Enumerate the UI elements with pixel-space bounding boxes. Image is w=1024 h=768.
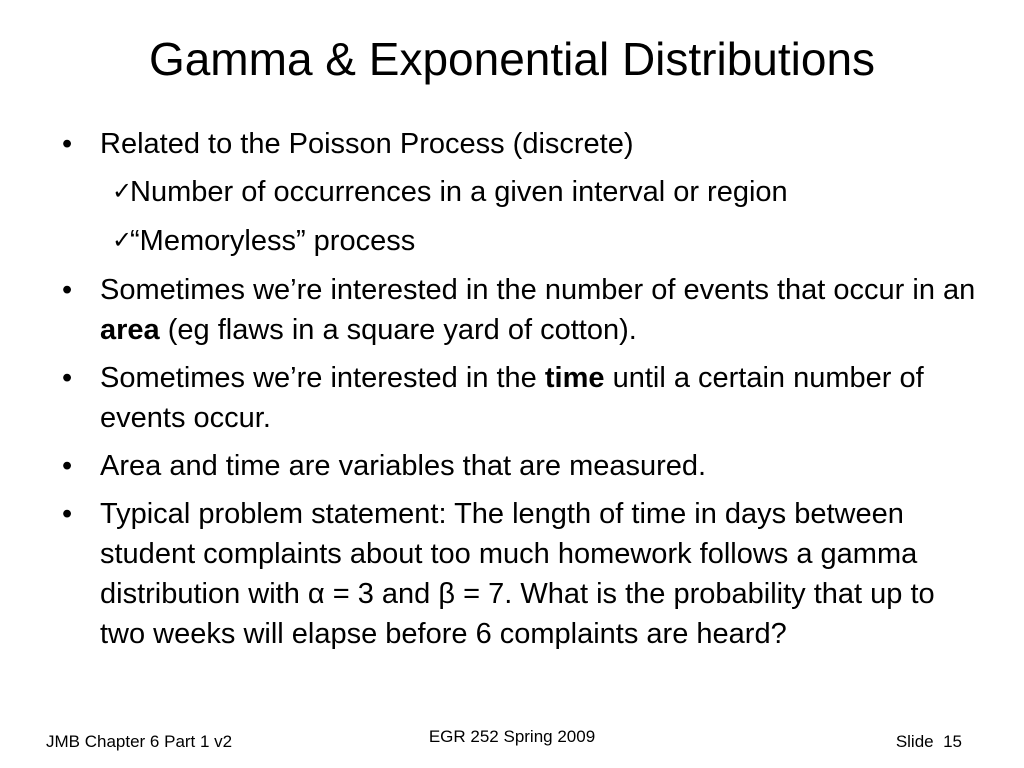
bullet-text-bold: time — [544, 362, 605, 394]
footer-course-label: EGR 252 Spring 2009 — [428, 727, 596, 746]
checkmark-icon: ✓ — [112, 178, 133, 205]
bullet-problem-statement — [60, 494, 980, 654]
bullet-measured-variables — [60, 446, 980, 486]
bullet-text-post: (eg flaws in a square yard of cotton). — [159, 314, 637, 346]
bullet-marker: • — [62, 450, 73, 482]
bullet-text-pre: Sometimes we’re interested in the number of events that occur in an — [100, 274, 976, 306]
bullet-poisson-process — [60, 124, 980, 164]
bullet-area — [60, 270, 980, 350]
bullet-text: Area and time are variables that are measured. — [100, 450, 707, 482]
bullet-marker: • — [62, 274, 73, 306]
subbullet-text: “Memoryless” process — [130, 225, 416, 257]
bullet-text: Typical problem statement: The length of time in days between student complaints about too much homework follows a gamma distribution with α = 3 and β = 7. What is the probability that up to two weeks will elapse before 6 complaints are heard? — [100, 498, 935, 650]
footer-slide-number — [896, 732, 962, 752]
slide-title: Gamma & Exponential Distributions — [148, 33, 876, 85]
footer-chapter-label: JMB Chapter 6 Part 1 v2 — [46, 732, 233, 751]
slide-body — [60, 124, 980, 662]
slide-label: Slide — [895, 732, 934, 751]
bullet-text-pre: Sometimes we’re interested in the — [100, 362, 545, 394]
bullet-marker: • — [62, 128, 73, 160]
bullet-time — [60, 358, 980, 438]
bullet-text-post: until a certain number of events occur. — [100, 362, 924, 434]
bullet-marker: • — [62, 498, 73, 530]
checkmark-icon: ✓ — [112, 227, 133, 254]
bullet-marker: • — [62, 362, 73, 394]
subbullet-occurrences — [60, 172, 980, 212]
bullet-text-bold: area — [100, 314, 160, 346]
subbullet-memoryless — [60, 221, 980, 261]
subbullet-text: Number of occurrences in a given interval or region — [130, 176, 788, 208]
bullet-text: Related to the Poisson Process (discrete) — [100, 128, 634, 160]
slide-number: 15 — [943, 732, 962, 751]
